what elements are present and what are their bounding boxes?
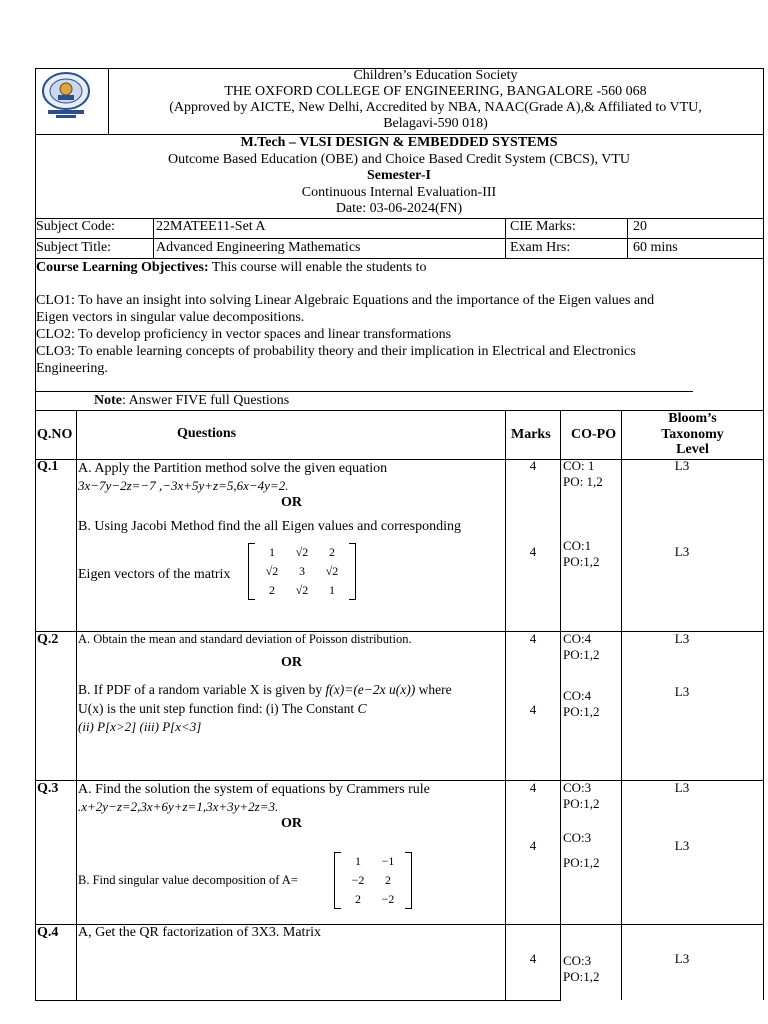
q3-number: Q.3	[37, 781, 59, 796]
approval-line: (Approved by AICTE, New Delhi, Accredited by NBA, NAAC(Grade A),& Affiliated to VTU,	[169, 100, 702, 115]
q1a-equations: 3x−7y−2z=−7 ,−3x+5y+z=5,6x−4y=2.	[78, 478, 289, 493]
q1b-text-2: Eigen vectors of the matrix	[78, 567, 231, 582]
cie-marks: 20	[633, 219, 647, 234]
q3b-marks: 4	[529, 838, 537, 853]
q3b-text: B. Find singular value decomposition of A=	[78, 873, 298, 887]
header-qno: Q.NO	[37, 427, 73, 442]
objectives-intro: Course Learning Objectives: This course will enable the students to	[36, 260, 427, 275]
q1b-level: L3	[674, 544, 690, 559]
header-marks: Marks	[511, 427, 551, 442]
q1b-marks: 4	[529, 544, 537, 559]
q1a-marks: 4	[529, 458, 537, 473]
college-name: THE OXFORD COLLEGE OF ENGINEERING, BANGALORE -560 068	[224, 84, 647, 99]
q1-number: Q.1	[37, 459, 59, 474]
program-title: M.Tech – VLSI DESIGN & EMBEDDED SYSTEMS	[240, 135, 558, 150]
q1-or: OR	[281, 495, 302, 510]
q3a-co-po: CO:3 PO:1,2	[563, 780, 600, 811]
cie-marks-label: CIE Marks:	[510, 219, 576, 234]
subject-code: 22MATEE11-Set A	[156, 219, 266, 234]
q1a-text: A. Apply the Partition method solve the given equation	[78, 461, 388, 476]
q3b-co-po: CO:3 PO:1,2	[563, 830, 600, 870]
q2b-pdf-formula: f(x)=(e−2x u(x))	[325, 682, 416, 697]
subject-title: Advanced Engineering Mathematics	[156, 240, 361, 255]
q3a-text: A. Find the solution the system of equations by Crammers rule	[78, 782, 430, 797]
approval-line-2: Belagavi-590 018)	[383, 116, 488, 131]
exam-hours: 60 mins	[633, 240, 678, 255]
clo3-line-2: Engineering.	[36, 361, 108, 376]
semester-label: Semester-I	[366, 168, 431, 183]
q2b-marks: 4	[529, 702, 537, 717]
q3-or: OR	[281, 816, 302, 831]
q1b-text: B. Using Jacobi Method find the all Eigen values and corresponding	[78, 519, 461, 534]
q3a-level: L3	[674, 780, 690, 795]
exam-title: Continuous Internal Evaluation-III	[301, 184, 497, 200]
header-blooms-level: Bloom’s Taxonomy Level	[661, 411, 724, 457]
q4-number: Q.4	[37, 925, 59, 940]
q3a-marks: 4	[529, 780, 537, 795]
q2a-co-po: CO:4 PO:1,2	[563, 631, 600, 662]
subject-code-label: Subject Code:	[36, 219, 115, 234]
clo1-line-1: CLO1: To have an insight into solving Linear Algebraic Equations and the importance of the Eigen values and	[36, 293, 655, 308]
q3b-matrix: 1 −1 −2 2 2 −2	[334, 852, 412, 909]
q3b-level: L3	[674, 838, 690, 853]
q2a-level: L3	[674, 631, 690, 646]
subject-title-label: Subject Title:	[36, 240, 112, 255]
exam-date: Date: 03-06-2024(FN)	[335, 201, 463, 216]
q2b-text: B. If PDF of a random variable X is given by f(x)=(e−2x u(x)) where	[78, 682, 452, 697]
exam-hours-label: Exam Hrs:	[510, 240, 571, 255]
q2-or: OR	[281, 655, 302, 670]
q4a-marks: 4	[529, 951, 537, 966]
clo3-line-1: CLO3: To enable learning concepts of probability theory and their implication in Electrical and Electronics	[36, 344, 636, 359]
q4a-text: A, Get the QR factorization of 3X3. Matrix	[78, 925, 321, 940]
note-line: Note: Answer FIVE full Questions	[94, 393, 290, 408]
q3a-equations: .x+2y−z=2,3x+6y+z=1,3x+3y+2z=3.	[78, 799, 279, 814]
header-questions: Questions	[177, 426, 237, 441]
q2a-text: A. Obtain the mean and standard deviation of Poisson distribution.	[78, 632, 412, 646]
clo2-line: CLO2: To develop proficiency in vector spaces and linear transformations	[36, 327, 452, 342]
scheme-line: Outcome Based Education (OBE) and Choice Based Credit System (CBCS), VTU	[167, 151, 631, 167]
q4a-co-po: CO:3 PO:1,2	[563, 953, 600, 984]
q4a-level: L3	[674, 951, 690, 966]
q2a-marks: 4	[529, 631, 537, 646]
q2b-level: L3	[674, 684, 690, 699]
clo1-line-2: Eigen vectors in singular value decompositions.	[36, 310, 305, 325]
q2b-co-po: CO:4 PO:1,2	[563, 688, 600, 719]
q1b-matrix: 1 √2 2 √2 3 √2 2 √2 1	[248, 543, 356, 600]
q1a-co-po: CO: 1 PO: 1,2	[563, 458, 603, 489]
q1a-level: L3	[674, 458, 690, 473]
society-name: Children’s Education Society	[353, 68, 518, 83]
q2-number: Q.2	[37, 632, 59, 647]
q2b-text-3: (ii) P[x>2] (iii) P[x<3]	[78, 719, 202, 734]
header-co-po: CO-PO	[571, 427, 617, 442]
q1b-co-po: CO:1 PO:1,2	[563, 538, 600, 569]
q2b-text-2: U(x) is the unit step function find: (i) The Constant C	[78, 701, 367, 716]
college-logo	[40, 70, 92, 120]
